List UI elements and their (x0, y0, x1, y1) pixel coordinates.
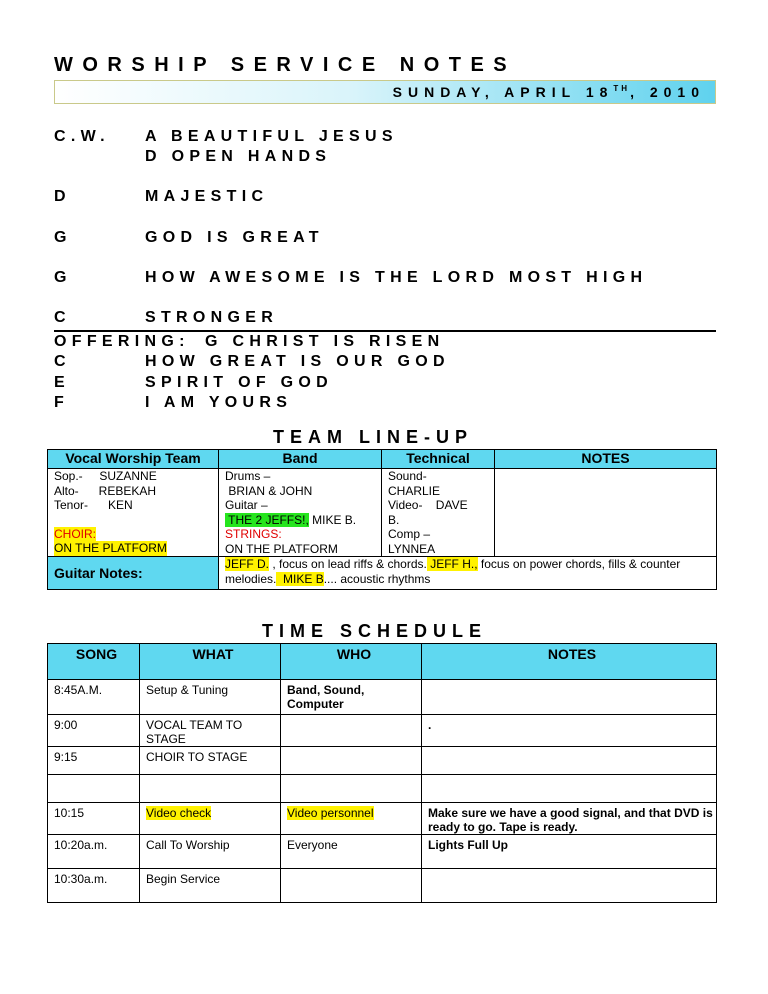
notes-cell (422, 775, 717, 803)
what-cell (140, 775, 281, 803)
song-name: G CHRIST IS RISEN (205, 333, 445, 350)
who-cell: Everyone (281, 835, 422, 869)
date-ordinal: TH (613, 84, 631, 93)
sound-label: Sound- (388, 469, 427, 483)
time-cell (48, 775, 140, 803)
drummers: BRIAN & JOHN (225, 483, 313, 498)
song-name: HOW GREAT IS OUR GOD (145, 353, 450, 370)
note-jeff-d: JEFF D. (225, 557, 269, 571)
offering-label: OFFERING: (54, 333, 190, 350)
guitar-notes-label: Guitar Notes: (48, 557, 219, 590)
who-cell (281, 803, 422, 835)
time-cell: 9:15 (48, 747, 140, 775)
song-key: D (54, 188, 71, 205)
what-cell (140, 803, 281, 835)
guitar-notes-text (219, 557, 717, 590)
notes-cell: Lights Full Up (422, 835, 717, 869)
time-cell: 10:15 (48, 803, 140, 835)
who-cell (281, 715, 422, 747)
song-name: STRONGER (145, 309, 279, 326)
time-schedule-table (47, 643, 717, 903)
song-name: GOD IS GREAT (145, 229, 324, 246)
alto: Alto- REBEKAH (54, 483, 157, 498)
column-header: SONG (48, 644, 140, 680)
date-text: SUNDAY, APRIL 18 (392, 84, 614, 100)
service-date (393, 84, 705, 100)
soprano: Sop.- SUZANNE (54, 469, 157, 483)
guitarist-mike: MIKE B. (308, 512, 357, 527)
notes-cell (422, 680, 717, 715)
song-key: C.W. (54, 128, 110, 145)
what-cell: Setup & Tuning (140, 680, 281, 715)
lineup-notes-cell (495, 469, 717, 557)
what-cell: CHOIR TO STAGE (140, 747, 281, 775)
guitarists-jeffs: THE 2 JEFFS!, (225, 512, 309, 527)
what-cell: VOCAL TEAM TO STAGE (140, 715, 281, 747)
song-key: F (54, 394, 70, 411)
who-cell (281, 869, 422, 903)
drums-label: Drums – (225, 469, 271, 483)
column-header: Vocal Worship Team (48, 450, 219, 469)
date-banner (54, 80, 716, 104)
table-row (48, 747, 717, 775)
comp-person: LYNNEA (388, 541, 436, 556)
time-cell: 8:45A.M. (48, 680, 140, 715)
table-row (48, 803, 717, 835)
lineup-heading: TEAM LINE-UP (273, 427, 473, 447)
what-text: Video check (146, 806, 212, 820)
time-cell: 9:00 (48, 715, 140, 747)
song-key: G (54, 229, 72, 246)
column-header: WHO (281, 644, 422, 680)
song-name: I AM YOURS (145, 394, 293, 411)
strings-label: STRINGS: (225, 527, 282, 541)
date-year: , 2010 (630, 84, 705, 100)
notes-cell: Make sure we have a good signal, and that DVD is ready to go. Tape is ready. (422, 803, 717, 835)
guitar-label: Guitar – (225, 498, 268, 512)
schedule-heading: TIME SCHEDULE (262, 621, 488, 641)
table-row (48, 775, 717, 803)
song-key: G (54, 269, 72, 286)
column-header: NOTES (422, 644, 717, 680)
who-cell (281, 775, 422, 803)
song-name: HOW AWESOME IS THE LORD MOST HIGH (145, 269, 648, 286)
what-cell: Call To Worship (140, 835, 281, 869)
notes-cell (422, 869, 717, 903)
song-key: C (54, 309, 71, 326)
who-cell: Band, Sound, Computer (281, 680, 422, 715)
tenor: Tenor- KEN (54, 498, 133, 512)
column-header: WHAT (140, 644, 281, 680)
choir-label: CHOIR: (54, 526, 96, 541)
column-header: Technical (382, 450, 495, 469)
document-title: WORSHIP SERVICE NOTES (54, 54, 517, 76)
song-name: A BEAUTIFUL JESUS (145, 128, 398, 145)
note-mike-b: MIKE B (276, 572, 324, 586)
time-cell: 10:30a.m. (48, 869, 140, 903)
song-key: E (54, 374, 70, 391)
divider (54, 330, 716, 332)
song-name: SPIRIT OF GOD (145, 374, 334, 391)
table-row (48, 715, 717, 747)
team-lineup-table (47, 449, 717, 590)
who-text: Video personnel (287, 806, 374, 820)
sound-person: CHARLIE (388, 483, 441, 498)
strings-location: ON THE PLATFORM (225, 541, 338, 556)
video-person-cont: B. (388, 512, 400, 527)
comp-label: Comp – (388, 527, 431, 541)
song-name: D OPEN HANDS (145, 148, 332, 165)
notes-cell (422, 747, 717, 775)
table-row (48, 680, 717, 715)
what-cell: Begin Service (140, 869, 281, 903)
table-row (48, 835, 717, 869)
band-cell (219, 469, 382, 557)
table-row (48, 869, 717, 903)
vocal-team-cell (48, 469, 219, 557)
note-text: .... acoustic rhythms (323, 572, 431, 586)
song-name: MAJESTIC (145, 188, 269, 205)
time-cell: 10:20a.m. (48, 835, 140, 869)
note-text: , focus on lead riffs & chords. (269, 557, 427, 571)
notes-cell: . (422, 715, 717, 747)
choir-location: ON THE PLATFORM (54, 541, 167, 555)
column-header: Band (219, 450, 382, 469)
who-cell (281, 747, 422, 775)
technical-cell (382, 469, 495, 557)
video-person: Video- DAVE (388, 498, 468, 512)
note-jeff-h: JEFF H., (426, 557, 478, 571)
note-text: focus on power chords, fills & counter melodies. (225, 557, 681, 586)
song-key: C (54, 353, 71, 370)
column-header: NOTES (495, 450, 717, 469)
